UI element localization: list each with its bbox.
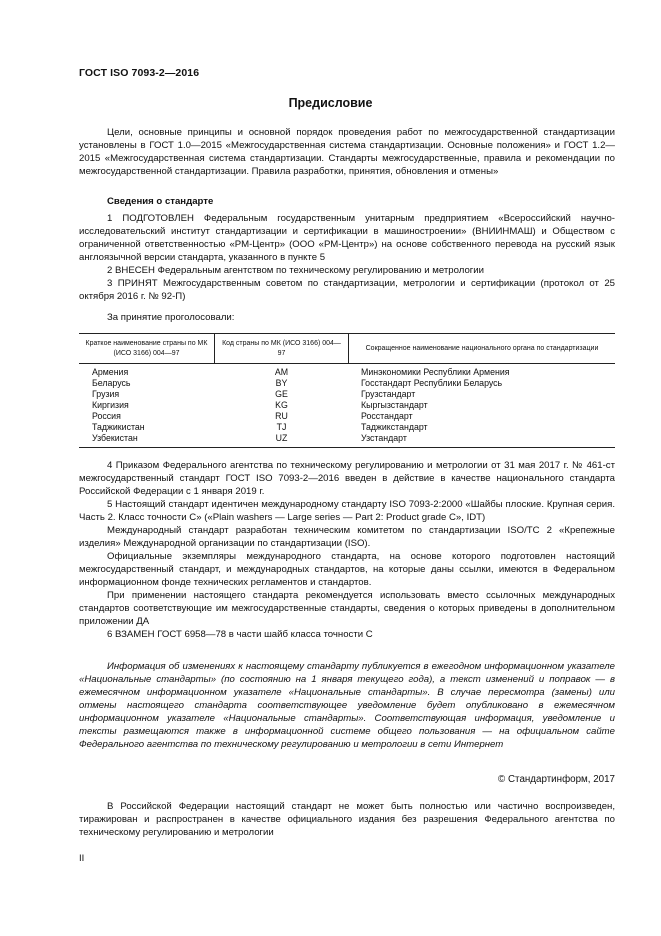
table-cell-code: KG (275, 400, 288, 410)
table-cell-body: Грузстандарт (361, 389, 416, 399)
standard-id-header: ГОСТ ISO 7093-2—2016 (79, 67, 200, 79)
items-top-block (79, 212, 615, 303)
table-cell-country: Россия (92, 411, 121, 421)
table-cell-country: Грузия (92, 389, 120, 399)
header-code: Код страны по МК (ИСО 3166) 004—97 (214, 334, 349, 363)
item-1: 1 ПОДГОТОВЛЕН Федеральным государственным унитарным предприятием «Всероссийский научно-исследовательский институт стандартизации и сертификации в машиностроении» (ВНИИНМАШ) и Обществом с ограниченной ответственностью «РМ-Центр» (ООО «РМ-Центр») на основе собственного перевода на русский язык англоязычной версии стандарта, указанного в пункте 5 (79, 213, 615, 263)
table-cell-country: Узбекистан (92, 433, 138, 443)
body-column (349, 367, 615, 444)
section-title: Сведения о стандарте (107, 196, 214, 207)
vote-intro-block (79, 311, 615, 324)
item-3: 3 ПРИНЯТ Межгосударственным советом по стандартизации, метрологии и сертификации (протокол от 25 октября 2016 г. № 92-П) (79, 278, 615, 302)
table-body (79, 364, 615, 444)
page-number: II (79, 853, 85, 864)
header-body: Сокращенное наименование национального органа по стандартизации (365, 344, 599, 352)
header-country: Краткое наименование страны по МК (ИСО 3166) 004—97 (85, 339, 208, 357)
copyright: © Стандартинформ, 2017 (498, 774, 615, 785)
country-column (79, 367, 214, 444)
table-cell-body: Росстандарт (361, 411, 413, 421)
table-cell-body: Минэкономики Республики Армения (361, 367, 510, 377)
legal-block (79, 800, 615, 839)
item-5-note-copies: Официальные экземпляры международного стандарта, на основе которого подготовлен настоящий межгосударственный стандарт, и международных стандартов, на которые даны ссылки, имеются в Федеральном информационном фонде технических регламентов и стандартов. (79, 551, 615, 588)
table-header (79, 334, 615, 364)
table-cell-code: TJ (276, 422, 287, 432)
table-cell-body: Узстандарт (361, 433, 407, 443)
intro-block (79, 126, 615, 178)
table-cell-code: AM (274, 367, 289, 377)
item-5-note-tc: Международный стандарт разработан техническим комитетом по стандартизации ISO/TC 2 «Крепежные изделия» Международной организации по стандартизации (ISO). (79, 525, 615, 549)
changes-notice (79, 660, 615, 751)
table-cell-code: RU (275, 411, 288, 421)
item-4: 4 Приказом Федерального агентства по техническому регулированию и метрологии от 31 мая 2017 г. № 461-ст межгосударственный стандарт ГОСТ ISO 7093-2—2016 введен в действие в качестве национального стандарта Российской Федерации с 1 января 2019 г. (79, 460, 615, 497)
table-cell-body: Госстандарт Республики Беларусь (361, 378, 503, 388)
items-bottom-block (79, 459, 615, 641)
table-cell-code: BY (275, 378, 288, 388)
item-5: 5 Настоящий стандарт идентичен международному стандарту ISO 7093-2:2000 «Шайбы плоские. Крупная серия. Часть 2. Класс точности С» («Plain washers — Large series — Part 2: Product grade C», IDT) (79, 499, 615, 523)
changes-notice-text: Информация об изменениях к настоящему стандарту публикуется в ежегодном информационном указателе «Национальные стандарты» (по состоянию на 1 января текущего года), а текст изменений и поправок — в ежемесячном информационном указателе «Национальные стандарты». В случае пересмотра (замены) или отмены настоящего стандарта соответствующее уведомление будет опубликовано в ежемесячном информационном указателе «Национальные стандарты». Соответствующая информация, уведомление и тексты размещаются также в информационной системе общего пользования — на официальном сайте Федерального агентства по техническому регулированию и метрологии в сети Интернет (79, 661, 615, 750)
code-column (214, 367, 349, 444)
item-6: 6 ВЗАМЕН ГОСТ 6958—78 в части шайб класса точности С (107, 629, 373, 640)
table-cell-body: Кыргызстандарт (361, 400, 428, 410)
table-cell-country: Таджикистан (92, 422, 145, 432)
legal-notice: В Российской Федерации настоящий стандарт не может быть полностью или частично воспроизведен, тиражирован и распространен в качестве официального издания без разрешения Федерального агентства по техническому регулированию и метрологии (79, 801, 615, 838)
table-cell-code: UZ (275, 433, 288, 443)
page-title: Предисловие (288, 96, 373, 110)
table-cell-code: GE (275, 389, 288, 399)
table-cell-body: Таджикстандарт (361, 422, 428, 432)
table-cell-country: Армения (92, 367, 129, 377)
vote-intro: За принятие проголосовали: (107, 312, 235, 323)
intro-paragraph: Цели, основные принципы и основной порядок проведения работ по межгосударственной стандартизации установлены в ГОСТ 1.0—2015 «Межгосударственная система стандартизации. Основные положения» и ГОСТ 1.2—2015 «Межгосударственная система стандартизации. Стандарты межгосударственные, правила и рекомендации по межгосударственной стандартизации. Правила разработки, принятия, обновления и отмены» (79, 127, 615, 177)
item-2: 2 ВНЕСЕН Федеральным агентством по техническому регулированию и метрологии (107, 265, 485, 276)
item-5-note-refs: При применении настоящего стандарта рекомендуется использовать вместо ссылочных международных стандартов соответствующие им межгосударственные стандарты, сведения о которых приведены в дополнительном приложении ДА (79, 590, 615, 627)
table-cell-country: Беларусь (92, 378, 131, 388)
table-cell-country: Киргизия (92, 400, 129, 410)
voting-table (79, 333, 615, 448)
